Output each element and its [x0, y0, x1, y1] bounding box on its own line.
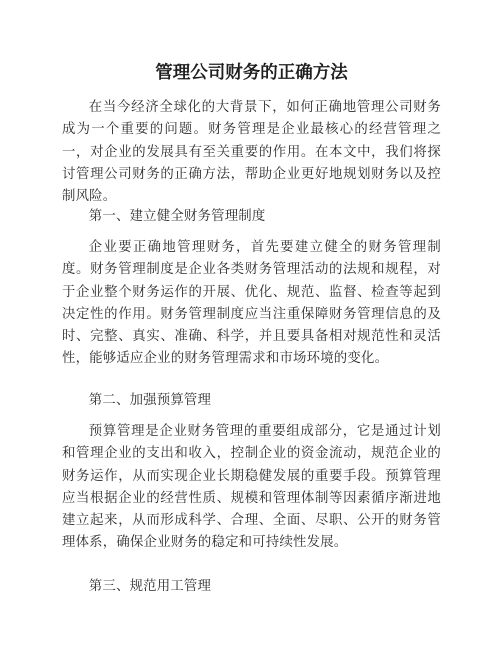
document-title: 管理公司财务的正确方法	[155, 63, 348, 83]
section-heading-3: 第三、规范用工管理	[88, 579, 212, 594]
intro-paragraph: 在当今经济全球化的大背景下，如何正确地管理公司财务成为一个重要的问题。财务管理是企业最核心的经营管理之一，对企业的发展具有至关重要的作用。在本文中，我们将探讨管理公司财务的正确方法，帮助企业更好地规划财务以及控制风险。	[62, 100, 441, 205]
section-heading-2: 第二、加强预算管理	[88, 393, 212, 408]
section-body-2: 预算管理是企业财务管理的重要组成部分，它是通过计划和管理企业的支出和收入，控制企业的资金流动，规范企业的财务运作，从而实现企业长期稳健发展的重要手段。预算管理应当根据企业的经营性质、规模和管理体制等因素循序渐进地建立起来，从而形成科学、合理、全面、尽职、公开的财务管理体系，确保企业财务的稳定和可持续性发展。	[62, 424, 441, 551]
section-body-1: 企业要正确地管理财务，首先要建立健全的财务管理制度。财务管理制度是企业各类财务管理活动的法规和规程，对于企业整个财务运作的开展、优化、规范、监督、检查等起到决定性的作用。财务管理制度应当注重保障财务管理信息的及时、完整、真实、准确、科学，并且要具备相对规范性和灵活性，能够适应企业的财务管理需求和市场环境的变化。	[62, 240, 441, 367]
section-heading-1: 第一、建立健全财务管理制度	[88, 209, 266, 224]
